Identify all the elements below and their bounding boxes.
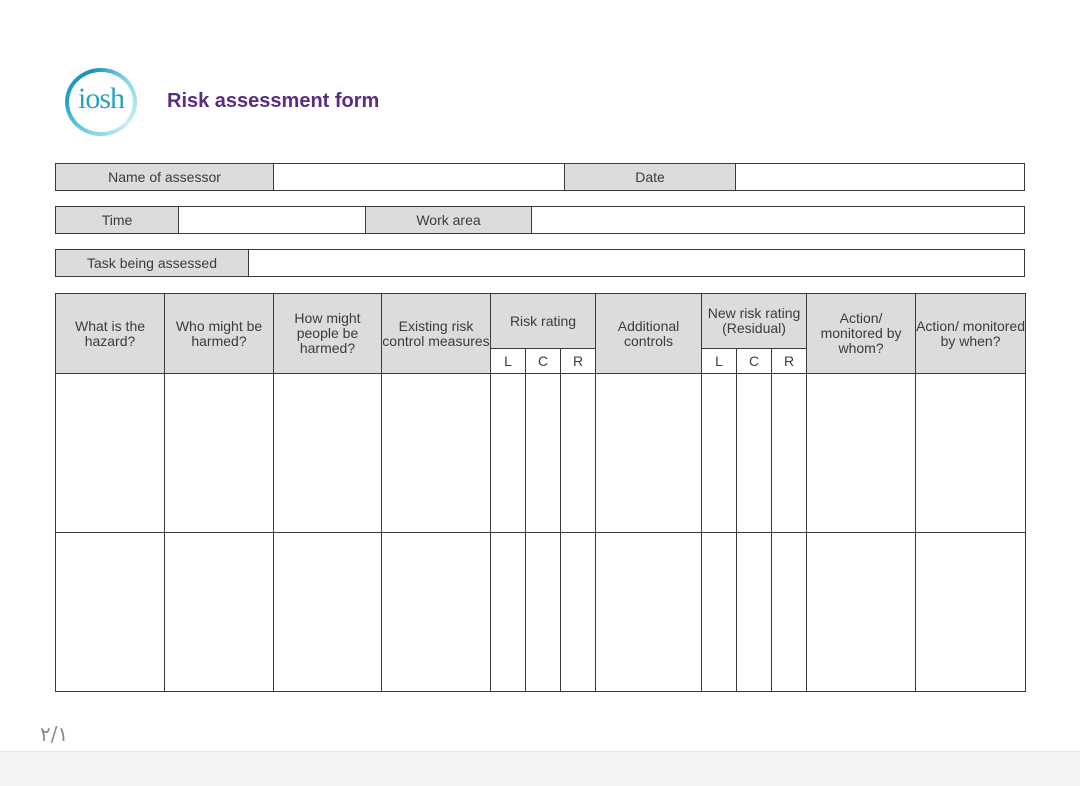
header-action-whom: Action/ monitored by whom? bbox=[807, 294, 916, 374]
table-cell[interactable] bbox=[702, 533, 737, 692]
header-hazard: What is the hazard? bbox=[56, 294, 165, 374]
risk-l-header: L bbox=[491, 349, 526, 374]
table-cell[interactable] bbox=[382, 374, 491, 533]
header-additional-controls: Additional controls bbox=[596, 294, 702, 374]
table-row bbox=[56, 374, 1026, 533]
risk-table bbox=[55, 293, 1026, 692]
table-cell[interactable] bbox=[772, 374, 807, 533]
new-risk-l-header: L bbox=[702, 349, 737, 374]
risk-r-header: R bbox=[561, 349, 596, 374]
table-cell[interactable] bbox=[382, 533, 491, 692]
header-existing-controls: Existing risk control measures bbox=[382, 294, 491, 374]
table-cell[interactable] bbox=[702, 374, 737, 533]
table-cell[interactable] bbox=[561, 374, 596, 533]
header-action-when: Action/ monitored by when? bbox=[916, 294, 1026, 374]
iosh-logo bbox=[65, 68, 145, 136]
name-of-assessor-label: Name of assessor bbox=[56, 164, 274, 190]
table-cell[interactable] bbox=[491, 533, 526, 692]
task-row bbox=[55, 249, 1025, 277]
table-cell[interactable] bbox=[56, 533, 165, 692]
work-area-label: Work area bbox=[366, 207, 532, 233]
table-cell[interactable] bbox=[807, 533, 916, 692]
date-field[interactable] bbox=[736, 164, 1024, 190]
table-cell[interactable] bbox=[916, 374, 1026, 533]
header-risk-rating: Risk rating bbox=[491, 294, 596, 349]
header-who: Who might be harmed? bbox=[165, 294, 274, 374]
table-cell[interactable] bbox=[807, 374, 916, 533]
table-cell[interactable] bbox=[165, 374, 274, 533]
task-label: Task being assessed bbox=[56, 250, 249, 276]
table-cell[interactable] bbox=[561, 533, 596, 692]
new-risk-c-header: C bbox=[737, 349, 772, 374]
table-cell[interactable] bbox=[274, 533, 382, 692]
page-number: ۲/۱ bbox=[40, 722, 69, 746]
new-risk-r-header: R bbox=[772, 349, 807, 374]
risk-c-header: C bbox=[526, 349, 561, 374]
table-cell[interactable] bbox=[772, 533, 807, 692]
table-cell[interactable] bbox=[916, 533, 1026, 692]
table-cell[interactable] bbox=[596, 374, 702, 533]
table-cell[interactable] bbox=[165, 533, 274, 692]
table-cell[interactable] bbox=[596, 533, 702, 692]
table-cell[interactable] bbox=[274, 374, 382, 533]
time-workarea-row bbox=[55, 206, 1025, 234]
time-label: Time bbox=[56, 207, 179, 233]
header-how: How might people be harmed? bbox=[274, 294, 382, 374]
logo-text: iosh bbox=[77, 82, 124, 115]
table-cell[interactable] bbox=[737, 374, 772, 533]
task-field[interactable] bbox=[249, 250, 1024, 276]
assessor-date-row bbox=[55, 163, 1025, 191]
table-cell[interactable] bbox=[526, 374, 561, 533]
date-label: Date bbox=[565, 164, 736, 190]
table-cell[interactable] bbox=[491, 374, 526, 533]
table-row bbox=[56, 533, 1026, 692]
header-new-risk-rating: New risk rating (Residual) bbox=[702, 294, 807, 349]
table-cell[interactable] bbox=[526, 533, 561, 692]
work-area-field[interactable] bbox=[532, 207, 1024, 233]
time-field[interactable] bbox=[179, 207, 366, 233]
viewer-footer-bar bbox=[0, 751, 1080, 786]
table-cell[interactable] bbox=[737, 533, 772, 692]
name-of-assessor-field[interactable] bbox=[274, 164, 565, 190]
page-title: Risk assessment form bbox=[167, 90, 380, 112]
table-cell[interactable] bbox=[56, 374, 165, 533]
